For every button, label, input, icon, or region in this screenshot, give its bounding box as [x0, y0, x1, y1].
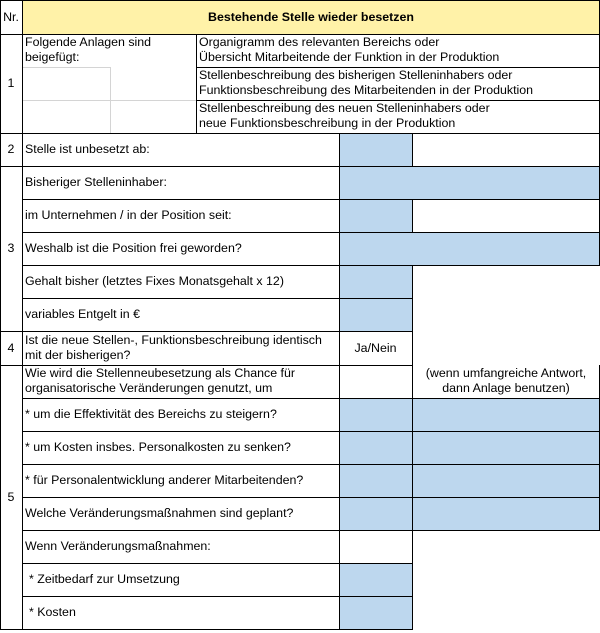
- row-number: 1: [7, 76, 15, 90]
- input-kosten-senken[interactable]: [339, 431, 600, 464]
- border: [0, 365, 413, 366]
- input-zeitbedarf[interactable]: [339, 563, 412, 596]
- variabel-label: variables Entgelt in €: [25, 307, 141, 321]
- border: [339, 133, 340, 166]
- border: [0, 133, 600, 134]
- input-unbesetzt-ab[interactable]: [339, 133, 412, 166]
- anlagen-label-line: beigefügt:: [25, 50, 80, 64]
- input-kosten[interactable]: [339, 596, 412, 629]
- nr-header: Nr.: [3, 10, 19, 24]
- border: [22, 298, 413, 299]
- kosten-label: * Kosten: [29, 605, 76, 619]
- effektiv-label: * um die Effektivität des Bereichs zu steigern?: [25, 407, 277, 421]
- anlagen-label: [22, 35, 196, 67]
- seit-label: im Unternehmen / in der Position seit:: [25, 208, 232, 222]
- chance-line: organisatorische Veränderungen genutzt, um: [25, 381, 273, 395]
- border: [22, 398, 600, 399]
- zeitbedarf-label: * Zeitbedarf zur Umsetzung: [29, 572, 180, 586]
- border: [22, 530, 600, 531]
- row-number: 2: [7, 142, 15, 156]
- bisheriger-label: Bisheriger Stelleninhaber:: [25, 175, 167, 189]
- wenn-massnahmen-label: Wenn Veränderungsmaßnahmen:: [25, 539, 211, 553]
- anlage-line: neue Funktionsbeschreibung in der Produktion: [199, 116, 456, 130]
- border: [0, 331, 413, 332]
- anlage-hint-line: dann Anlage benutzen): [442, 381, 570, 395]
- identisch-label: [22, 333, 339, 364]
- border: [196, 67, 600, 68]
- input-massnahmen[interactable]: [339, 497, 600, 530]
- identisch-line: Ist die neue Stellen-, Funktionsbeschreibung identisch: [25, 333, 322, 347]
- anlagen-label-line: Folgende Anlagen sind: [25, 35, 152, 49]
- gridline: [22, 67, 110, 68]
- input-effektiv[interactable]: [339, 398, 600, 431]
- anlage-line: Organigramm des relevanten Bereichs oder: [199, 35, 440, 49]
- border: [0, 166, 600, 167]
- gehalt-label: Gehalt bisher (letztes Fixes Monatsgehalt x 12): [25, 274, 284, 288]
- gridline: [22, 100, 196, 101]
- identisch-line: mit der bisherigen?: [25, 348, 131, 362]
- anlage-organigramm: [196, 35, 600, 67]
- border: [412, 265, 413, 365]
- border: [412, 199, 413, 232]
- border: [22, 265, 600, 266]
- border: [0, 34, 600, 35]
- row-number: 4: [7, 340, 15, 355]
- anlage-line: Stellenbeschreibung des neuen Stelleninhabers oder: [199, 101, 490, 115]
- input-seit[interactable]: [339, 199, 412, 232]
- chance-line: Wie wird die Stellenneubesetzung als Chance für: [25, 366, 295, 380]
- anlage-stellenbeschreibung-neu: [196, 101, 600, 133]
- row-number: 5: [7, 489, 15, 504]
- anlage-line: Funktionsbeschreibung des Mitarbeitenden in der Produktion: [199, 83, 534, 97]
- input-variabel[interactable]: [339, 298, 412, 331]
- border: [0, 629, 413, 630]
- border: [22, 464, 600, 465]
- border: [22, 563, 413, 564]
- massnahmen-label: Welche Veränderungsmaßnahmen sind geplant?: [25, 506, 294, 520]
- input-bisheriger-stelleninhaber[interactable]: [339, 166, 600, 199]
- border: [0, 0, 600, 1]
- border: [22, 232, 600, 233]
- anlage-hint-line: (wenn umfangreiche Antwort,: [425, 366, 587, 380]
- page-title: Bestehende Stelle wieder besetzen: [208, 10, 414, 24]
- anlage-hint: [412, 366, 600, 398]
- border: [412, 133, 413, 166]
- personalentwicklung-label: * für Personalentwicklung anderer Mitarbeitenden?: [25, 473, 304, 487]
- border: [22, 199, 600, 200]
- border: [22, 596, 413, 597]
- chance-label: [22, 366, 339, 398]
- anlage-line: Übersicht Mitarbeitende der Funktion in der Produktion: [199, 50, 500, 64]
- input-gehalt[interactable]: [339, 265, 412, 298]
- border: [22, 497, 600, 498]
- kosten-senken-label: * um Kosten insbes. Personalkosten zu senken?: [25, 440, 291, 454]
- border: [339, 166, 340, 365]
- row-number: 3: [7, 241, 15, 255]
- input-weshalb[interactable]: [339, 232, 600, 265]
- weshalb-label: Weshalb ist die Position frei geworden?: [25, 241, 242, 255]
- border: [196, 34, 197, 133]
- anlage-stellenbeschreibung-bisher: [196, 68, 600, 100]
- border: [0, 0, 1, 630]
- input-personalentwicklung[interactable]: [339, 464, 600, 497]
- border: [22, 431, 600, 432]
- unbesetzt-label: Stelle ist unbesetzt ab:: [25, 142, 150, 156]
- anlage-line: Stellenbeschreibung des bisherigen Stelleninhabers oder: [199, 68, 513, 82]
- ja-nein-field[interactable]: Ja/Nein: [354, 340, 397, 355]
- border: [22, 0, 23, 630]
- border: [196, 100, 600, 101]
